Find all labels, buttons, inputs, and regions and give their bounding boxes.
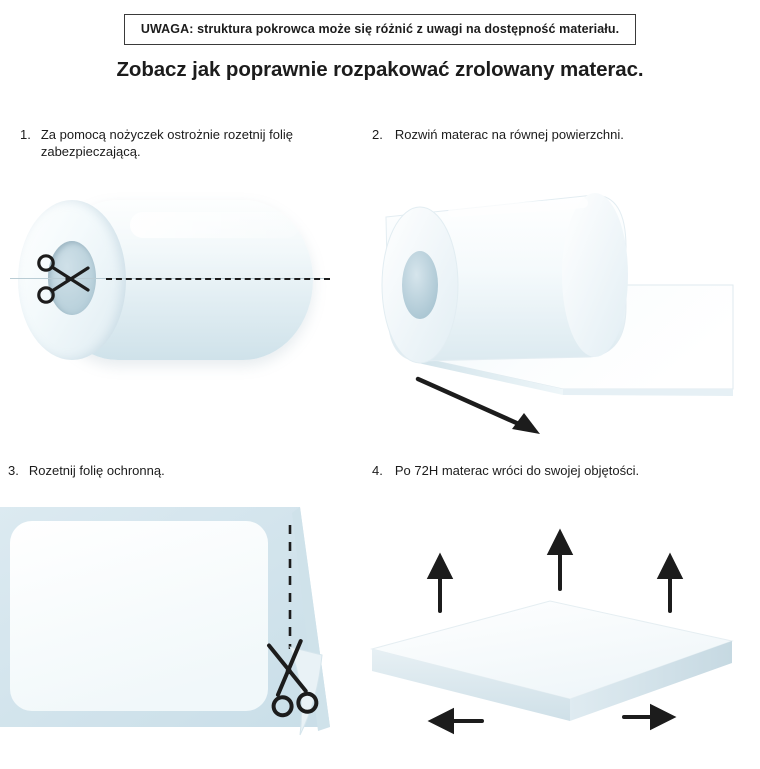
arrow-icon-up-center: [550, 533, 570, 589]
step-3-illustration: [0, 499, 352, 751]
step-1-caption: [18, 126, 358, 160]
notice-banner-wrap: [0, 14, 760, 45]
page-title: Zobacz jak poprawnie rozpakować zrolowany materac.: [116, 58, 644, 81]
rolled-mattress-highlight: [130, 212, 300, 238]
step-4-illustration: [362, 489, 742, 769]
scissors-icon: [36, 250, 96, 308]
step-1-number: 1.: [20, 127, 31, 142]
arrow-icon-up-left: [430, 557, 450, 611]
arrow-icon-up-right: [660, 557, 680, 611]
notice-banner: UWAGA: struktura pokrowca może się różnić z uwagi na dostępność materiału.: [124, 14, 636, 45]
step-3-number: 3.: [8, 463, 19, 478]
step-2-caption: [372, 126, 752, 143]
expanded-mattress: [372, 601, 732, 721]
step-3-caption: [8, 462, 348, 479]
step-3-text: Rozetnij folię ochronną.: [28, 463, 165, 478]
step-2: [372, 126, 752, 447]
step-1: [18, 126, 358, 408]
mattress-under-film: [10, 521, 268, 711]
cut-guide-dashed-line: [106, 278, 330, 280]
step-2-number: 2.: [372, 127, 383, 142]
mattress-roll: [382, 193, 628, 363]
step-4: [372, 462, 752, 769]
step-4-caption: [372, 462, 752, 479]
arrow-icon-left: [432, 711, 482, 731]
step-4-text: Po 72H materac wróci do swojej objętości.: [394, 463, 640, 478]
step-3: [8, 462, 348, 751]
step-2-text: Rozwiń materac na równej powierzchni.: [394, 127, 624, 142]
mattress-core-hole: [402, 251, 438, 319]
step-1-text: Za pomocą nożyczek ostrożnie rozetnij folię zabezpieczającą.: [40, 127, 294, 160]
step-1-illustration: [10, 178, 340, 408]
arrow-icon-right: [624, 707, 672, 727]
arrow-icon: [418, 379, 540, 434]
step-4-number: 4.: [372, 463, 383, 478]
step-2-illustration: [358, 157, 738, 447]
